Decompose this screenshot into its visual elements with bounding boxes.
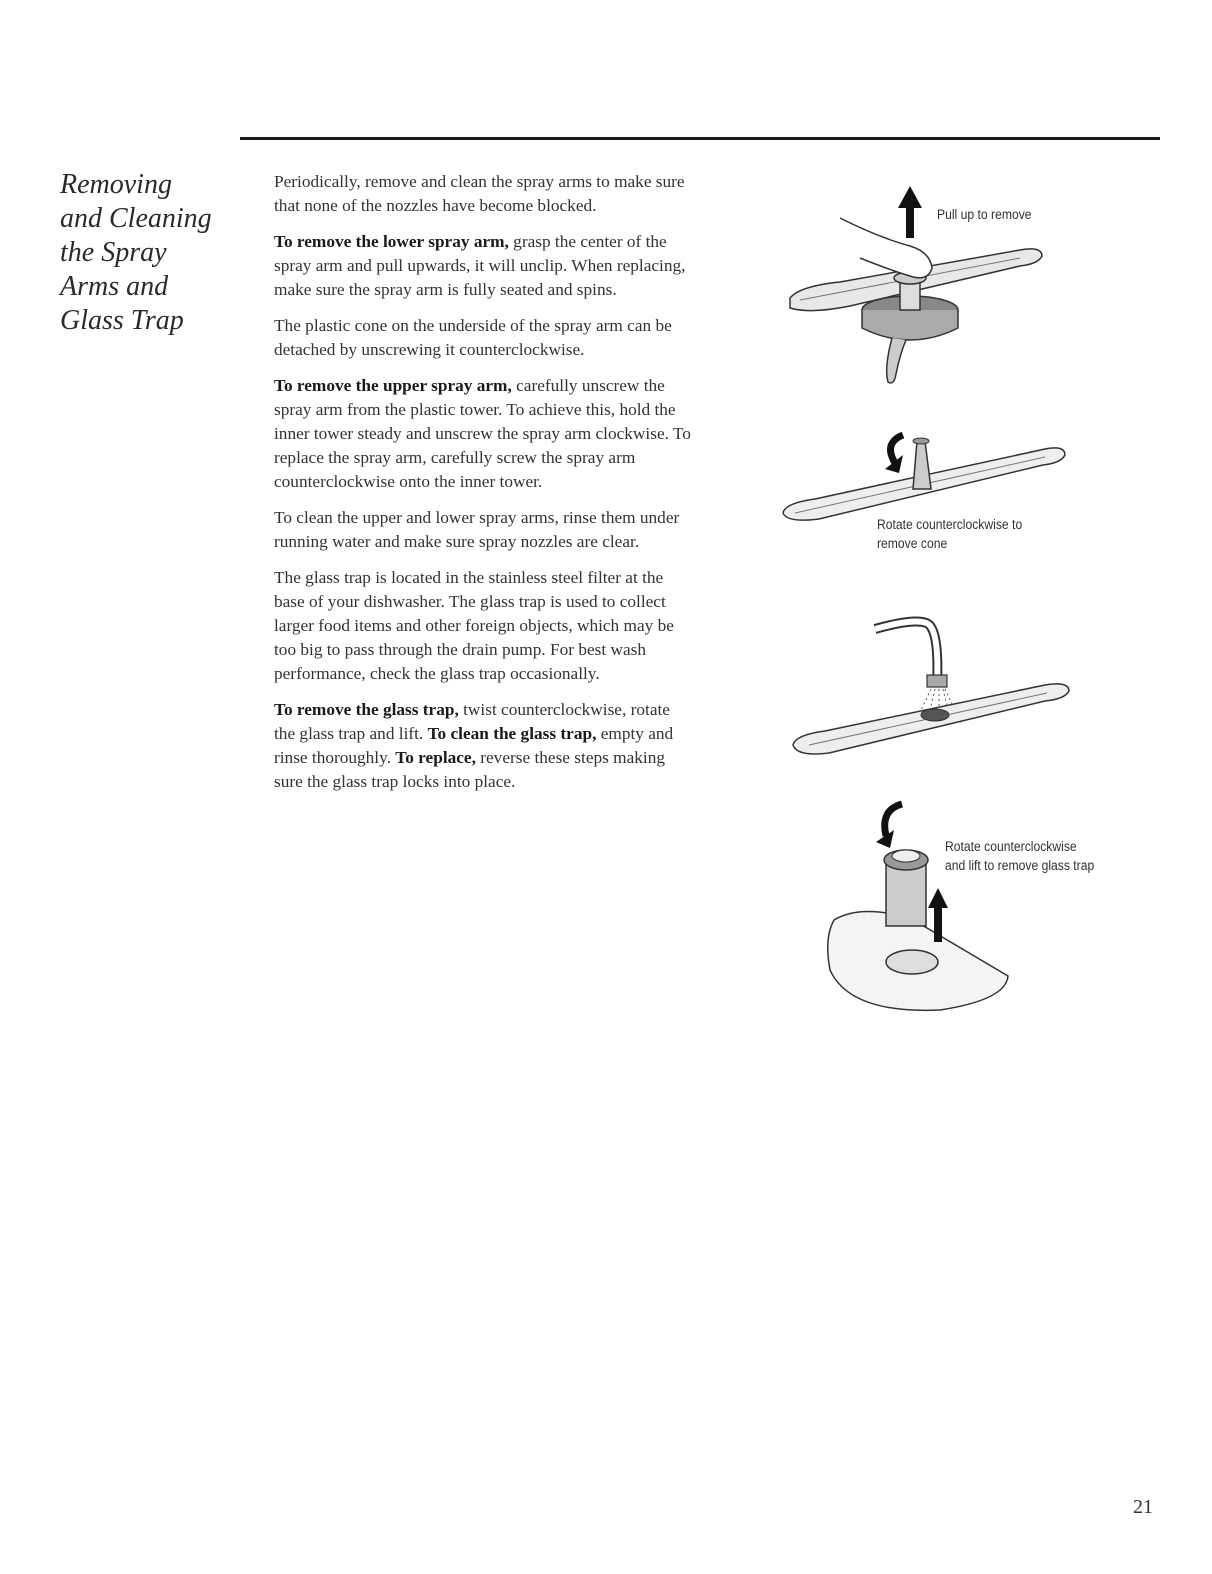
paragraph-cone: The plastic cone on the underside of the spray arm can be detached by unscrewing it counterclockwise.: [274, 316, 672, 359]
remove-trap-lead: To remove the glass trap,: [274, 700, 459, 719]
glass-trap-illustration: [820, 800, 1020, 1025]
paragraph-glass-trap: The glass trap is located in the stainless steel filter at the base of your dishwasher. The glass trap is used to collect larger food items and other foreign objects, which may be too big to pass through the drain pump. For best wash performance, check the glass trap occasionally.: [274, 568, 674, 683]
paragraph-upper-arm: [274, 374, 694, 494]
pull-up-arrow-icon: [898, 186, 922, 238]
caption-rotate-trap-1: Rotate counterclockwise: [945, 839, 1077, 854]
upper-spray-arm-illustration: [775, 415, 1075, 525]
heading-line-1: Removing: [60, 169, 172, 200]
heading-line-3: the Spray: [60, 237, 167, 268]
clean-trap-text: empty and rinse thoroughly.: [274, 724, 674, 767]
caption-rotate-cone-2: remove cone: [877, 536, 948, 551]
lower-arm-lead: To remove the lower spray arm,: [274, 232, 509, 251]
caption-pull-up: Pull up to remove: [937, 207, 1032, 222]
paragraph-intro: Periodically, remove and clean the spray arms to make sure that none of the nozzles have become blocked.: [274, 172, 685, 215]
page-number: 21: [1133, 1496, 1153, 1518]
replace-lead: To replace,: [395, 748, 476, 767]
upper-arm-lead: To remove the upper spray arm,: [274, 376, 512, 395]
header-rule: [240, 137, 1160, 140]
section-heading: [60, 168, 240, 338]
lower-arm-text: grasp the center of the spray arm and pull upwards, it will unclip. When replacing, make sure the spray arm is fully seated and spins.: [274, 232, 686, 299]
remove-trap-text: twist counterclockwise, rotate the glass trap and lift.: [274, 700, 670, 743]
caption-rotate-cone-1: Rotate counterclockwise to: [877, 517, 1023, 532]
paragraph-clean-arms: To clean the upper and lower spray arms, rinse them under running water and make sure spray nozzles are clear.: [274, 508, 680, 551]
clean-trap-lead: To clean the glass trap,: [427, 724, 597, 743]
body-text: [274, 170, 694, 806]
replace-text: reverse these steps making sure the glass trap locks into place.: [274, 748, 666, 791]
heading-line-4: Arms and: [60, 271, 169, 302]
rinse-spray-arm-illustration: [785, 605, 1075, 765]
paragraph-remove-trap: [274, 698, 694, 794]
paragraph-lower-arm: [274, 230, 694, 302]
heading-line-5: Glass Trap: [60, 305, 184, 336]
caption-rotate-trap-2: and lift to remove glass trap: [945, 858, 1095, 873]
upper-arm-text: carefully unscrew the spray arm from the plastic tower. To achieve this, hold the inner tower steady and unscrew the spray arm clockwise. To replace the spray arm, carefully screw the spray arm counterclockwise onto the inner tower.: [274, 376, 691, 491]
heading-line-2: and Cleaning: [60, 203, 212, 234]
